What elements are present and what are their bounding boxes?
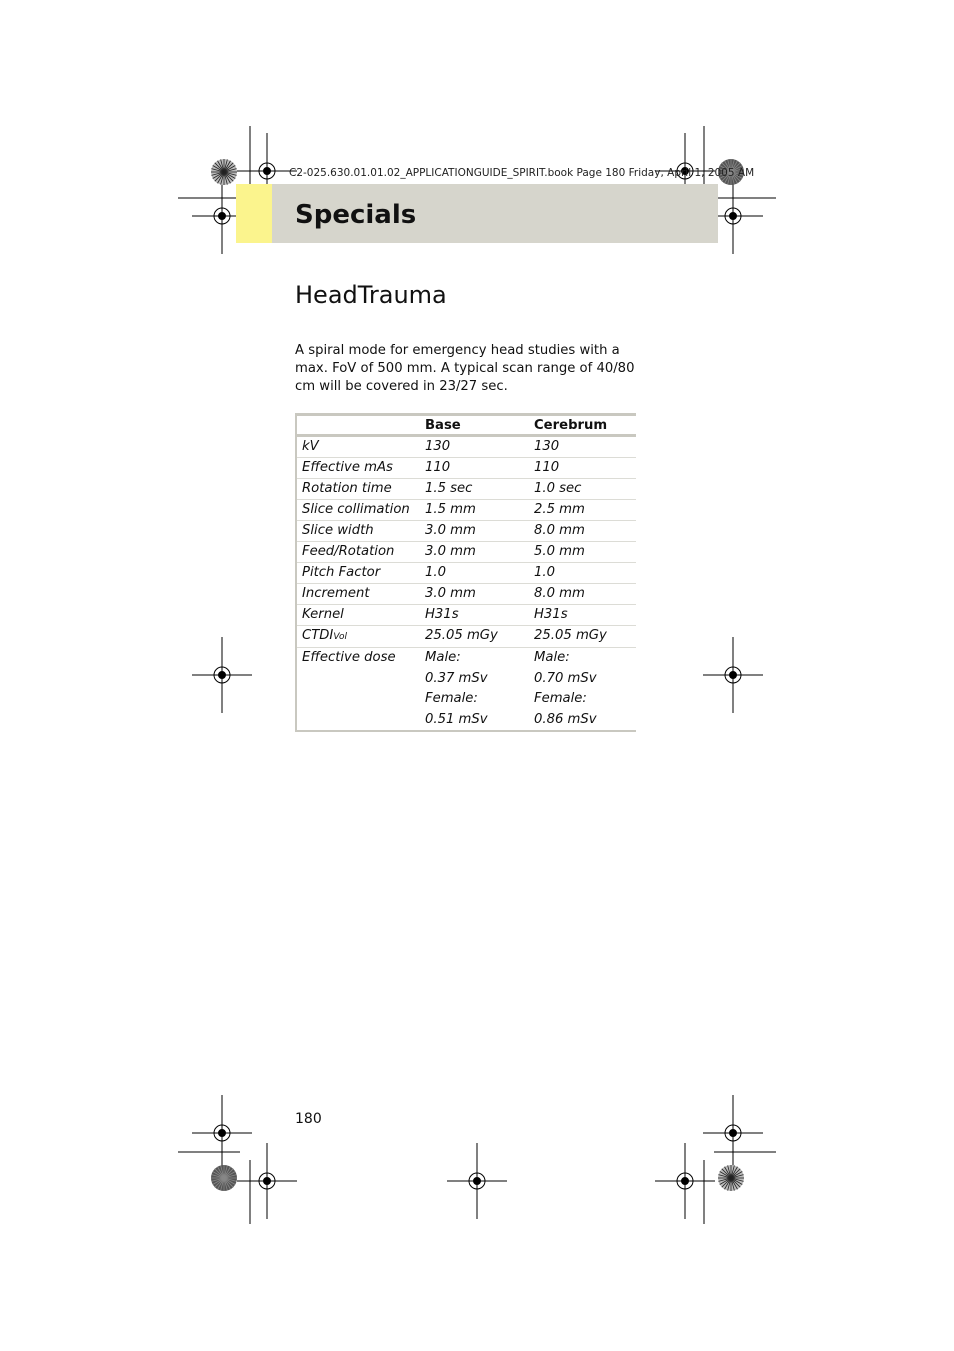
- row-base: 3.0 mm: [420, 584, 529, 605]
- section-tab-marker: [236, 184, 272, 243]
- row-base: 130: [420, 436, 529, 458]
- dose-base-line: 0.37 mSv: [425, 670, 488, 686]
- header-cerebrum: Cerebrum: [529, 415, 636, 436]
- dose-base-line: Male:: [425, 650, 461, 665]
- row-base: 3.0 mm: [420, 521, 529, 542]
- row-label: Rotation time: [296, 479, 420, 500]
- dose-cerebrum-line: Male:: [534, 650, 570, 665]
- row-base: 1.5 mm: [420, 500, 529, 521]
- row-cerebrum: [529, 648, 636, 732]
- row-label: [296, 626, 420, 648]
- dose-base-line: 0.51 mSv: [425, 711, 488, 727]
- row-label: Effective dose: [296, 648, 420, 732]
- row-cerebrum: 8.0 mm: [529, 584, 636, 605]
- row-base: H31s: [420, 605, 529, 626]
- table-row: [296, 521, 636, 542]
- intro-paragraph: A spiral mode for emergency head studies with a max. FoV of 500 mm. A typical scan range of 40/80 cm will be covered in 23/27 sec.: [295, 343, 635, 394]
- crosshair-target-icon: [237, 1143, 297, 1219]
- protocol-table: [295, 413, 636, 732]
- dose-base-line: Female:: [425, 691, 478, 707]
- row-base: 1.0: [420, 563, 529, 584]
- header-meta: C2-025.630.01.01.02_APPLICATIONGUIDE_SPIRIT.book Page 180 Friday, April 1, 2005 AM: [289, 167, 755, 179]
- table-row: [296, 605, 636, 626]
- row-label: Pitch Factor: [296, 563, 420, 584]
- row-label: Kernel: [296, 605, 420, 626]
- row-cerebrum: H31s: [529, 605, 636, 626]
- table-row-dose: [296, 648, 636, 732]
- ctdi-subscript: Vol: [333, 632, 347, 642]
- crosshair-target-icon: [192, 637, 252, 713]
- row-cerebrum: 1.0 sec: [529, 479, 636, 500]
- table-row: [296, 436, 636, 458]
- dose-cerebrum-line: Female:: [534, 691, 587, 707]
- row-cerebrum: 25.05 mGy: [529, 626, 636, 648]
- row-cerebrum: 130: [529, 436, 636, 458]
- row-base: 3.0 mm: [420, 542, 529, 563]
- registration-disc-icon: [211, 1165, 237, 1191]
- page-number: 180: [295, 1111, 322, 1127]
- table-row: [296, 584, 636, 605]
- crosshair-target-icon: [655, 1143, 715, 1219]
- row-label: Feed/Rotation: [296, 542, 420, 563]
- row-base: [420, 648, 529, 732]
- table-row: [296, 479, 636, 500]
- crosshair-target-icon: [447, 1143, 507, 1219]
- row-label: kV: [296, 436, 420, 458]
- row-cerebrum: 5.0 mm: [529, 542, 636, 563]
- table-row: [296, 563, 636, 584]
- row-base: 110: [420, 458, 529, 479]
- header-label: [296, 415, 420, 436]
- row-cerebrum: 8.0 mm: [529, 521, 636, 542]
- row-cerebrum: 2.5 mm: [529, 500, 636, 521]
- row-label: Slice collimation: [296, 500, 420, 521]
- row-base: 25.05 mGy: [420, 626, 529, 648]
- header-base: Base: [420, 415, 529, 436]
- page-title: HeadTrauma: [295, 281, 447, 309]
- dose-cerebrum-line: 0.86 mSv: [534, 711, 597, 727]
- row-cerebrum: 110: [529, 458, 636, 479]
- ctdi-label: CTDI: [302, 628, 334, 643]
- row-base: 1.5 sec: [420, 479, 529, 500]
- crosshair-target-icon: [703, 1095, 763, 1171]
- table-row: [296, 542, 636, 563]
- row-label: Slice width: [296, 521, 420, 542]
- registration-disc-icon: [211, 159, 237, 185]
- section-title: Specials: [295, 200, 417, 230]
- table-row: [296, 458, 636, 479]
- row-label: Increment: [296, 584, 420, 605]
- table-row: [296, 500, 636, 521]
- table-header-row: [296, 415, 636, 436]
- row-label: Effective mAs: [296, 458, 420, 479]
- crosshair-target-icon: [192, 1095, 252, 1171]
- registration-disc-icon: [718, 1165, 744, 1191]
- row-cerebrum: 1.0: [529, 563, 636, 584]
- table-row-ctdi: [296, 626, 636, 648]
- crosshair-target-icon: [703, 637, 763, 713]
- dose-cerebrum-line: 0.70 mSv: [534, 670, 597, 686]
